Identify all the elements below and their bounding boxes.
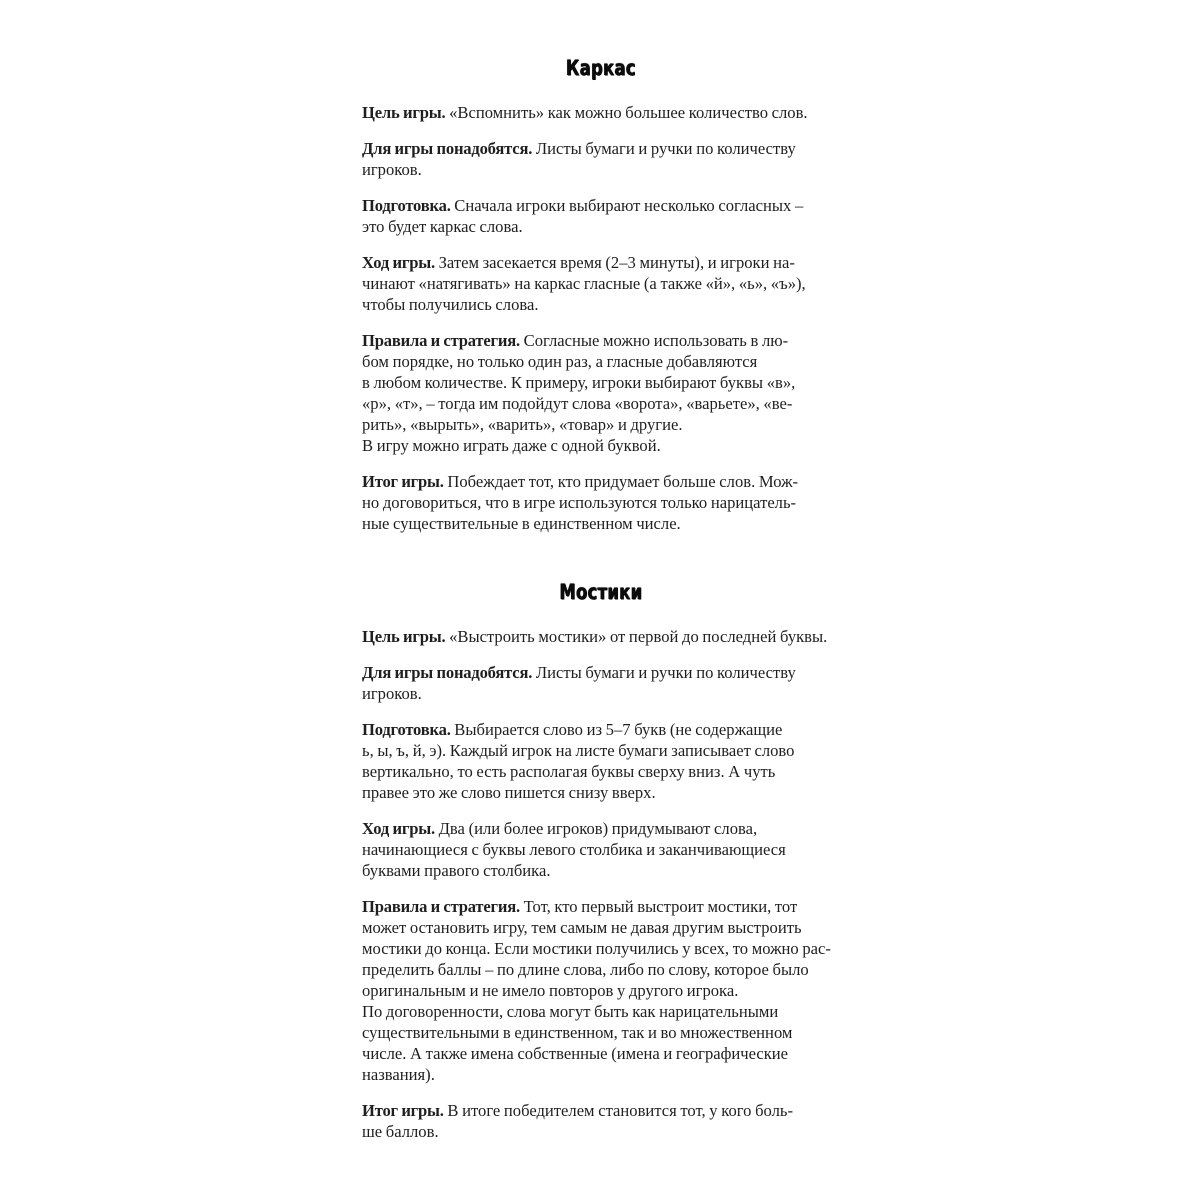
paragraph-text: Сначала игроки выбирают несколько согласных – это будет каркас слова. xyxy=(362,196,804,236)
paragraph-text: Выбирается слово из 5–7 букв (не содержащие ь, ы, ъ, й, э). Каждый игрок на листе бумаги записывает слово вертикально, то есть располагая буквы сверху вниз. А чуть правее это же слово пишется снизу вверх. xyxy=(362,720,795,802)
paragraph-result xyxy=(362,471,840,534)
paragraph-preparation xyxy=(362,195,840,237)
paragraph-result xyxy=(362,1100,840,1142)
paragraph-rules xyxy=(362,896,840,1085)
text-column xyxy=(362,52,840,1157)
paragraph-label: Итог игры. xyxy=(362,472,444,491)
paragraph-goal xyxy=(362,102,840,123)
paragraph-text: Согласные можно использовать в лю- бом порядке, но только один раз, а гласные добавляются в любом количестве. К примеру, игроки выбирают буквы «в», «р», «т», – тогда им подойдут слова «ворота», «варьете», «ве- рить», «вырыть», «варить», «товар» и другие. В игру можно играть даже с одной буквой. xyxy=(362,331,796,455)
section-title-karkas: Каркас xyxy=(566,56,636,80)
paragraph-label: Подготовка. xyxy=(362,196,451,215)
paragraph-label: Цель игры. xyxy=(362,103,446,122)
paragraph-gameplay xyxy=(362,818,840,881)
paragraph-label: Правила и стратегия. xyxy=(362,331,520,350)
paragraph-label: Подготовка. xyxy=(362,720,451,739)
paragraph-text: Побеждает тот, кто придумает больше слов. Мож- но договориться, что в игре используются только нарицатель- ные существительные в единственном числе. xyxy=(362,472,799,533)
paragraph-materials xyxy=(362,662,840,704)
paragraph-materials xyxy=(362,138,840,180)
paragraph-label: Для игры понадобятся. xyxy=(362,139,533,158)
paragraph-text: Листы бумаги и ручки по количеству игроков. xyxy=(362,139,796,179)
paragraph-text: «Вспомнить» как можно большее количество слов. xyxy=(445,103,808,122)
paragraph-label: Ход игры. xyxy=(362,819,435,838)
section-title-mostiki: Мостики xyxy=(559,580,643,604)
paragraph-text: Тот, кто первый выстроит мостики, тот может остановить игру, тем самым не давая другим выстроить мостики до конца. Если мостики получились у всех, то можно рас- пределить баллы – по длине слова, либо по слову, которое было оригинальным и не имело повторов у другого игрока. По договоренности, слова могут быть как нарицательными существительными в единственном, так и во множественном числе. А также имена собственные (имена и географические названия). xyxy=(362,897,831,1084)
paragraph-preparation xyxy=(362,719,840,803)
paragraph-text: Затем засекается время (2–3 минуты), и игроки на- чинают «натягивать» на каркас гласные (а также «й», «ь», «ъ»), чтобы получились слова. xyxy=(362,253,806,314)
paragraph-rules xyxy=(362,330,840,456)
paragraph-label: Правила и стратегия. xyxy=(362,897,520,916)
paragraph-text: «Выстроить мостики» от первой до последней буквы. xyxy=(445,627,828,646)
paragraph-gameplay xyxy=(362,252,840,315)
paragraph-label: Итог игры. xyxy=(362,1101,444,1120)
paragraph-text: В итоге победителем становится тот, у кого боль- ше баллов. xyxy=(362,1101,793,1141)
paragraph-label: Цель игры. xyxy=(362,627,446,646)
paragraph-text: Листы бумаги и ручки по количеству игроков. xyxy=(362,663,796,703)
paragraph-text: Два (или более игроков) придумывают слова, начинающиеся с буквы левого столбика и заканчивающиеся буквами правого столбика. xyxy=(362,819,786,880)
paragraph-label: Для игры понадобятся. xyxy=(362,663,533,682)
paragraph-label: Ход игры. xyxy=(362,253,435,272)
paragraph-goal xyxy=(362,626,840,647)
